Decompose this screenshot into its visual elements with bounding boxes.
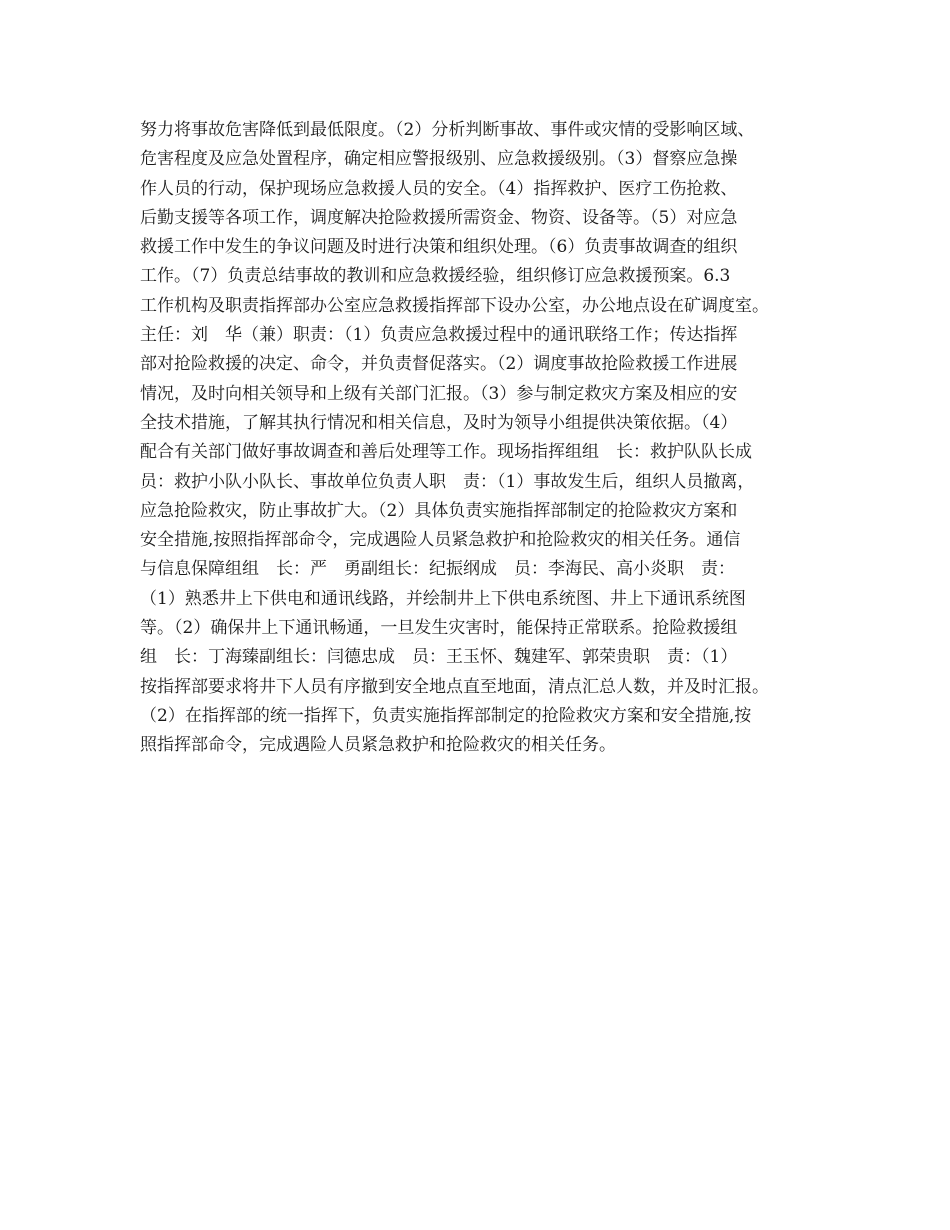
text-line: 全技术措施，了解其执行情况和相关信息，及时为领导小组提供决策依据。（4） <box>140 412 738 433</box>
text-line: （1）熟悉井上下供电和通讯线路，并绘制井上下供电系统图、井上下通讯系统图 <box>140 588 746 609</box>
text-line: 情况，及时向相关领导和上级有关部门汇报。（3）参与制定救灾方案及相应的安 <box>140 383 738 404</box>
text-line: 配合有关部门做好事故调查和善后处理等工作。现场指挥组组 长：救护队队长成 <box>140 442 752 463</box>
text-line: 组 长：丁海臻副组长：闫德忠成 员：王玉怀、魏建军、郭荣贵职 责：（1） <box>140 647 738 668</box>
text-line: 部对抢险救援的决定、命令，并负责督促落实。（2）调度事故抢险救援工作进展 <box>140 354 738 375</box>
text-line: 主任：刘 华（兼）职责：（1）负责应急救援过程中的通讯联络工作；传达指挥 <box>140 325 738 346</box>
text-line: 作人员的行动，保护现场应急救援人员的安全。（4）指挥救护、医疗工伤抢救、 <box>140 178 738 199</box>
text-line: 应急抢险救灾，防止事故扩大。（2）具体负责实施指挥部制定的抢险救灾方案和 <box>140 500 738 521</box>
text-line: 后勤支援等各项工作，调度解决抢险救援所需资金、物资、设备等。（5）对应急 <box>140 207 738 228</box>
text-line: 工作。（7）负责总结事故的教训和应急救援经验，组织修订应急救援预案。6.3 <box>140 266 731 287</box>
text-line: 救援工作中发生的争议问题及时进行决策和组织处理。（6）负责事故调查的组织 <box>140 237 738 258</box>
text-line: 努力将事故危害降低到最低限度。（2）分析判断事故、事件或灾情的受影响区域、 <box>140 120 755 140</box>
body-text <box>140 116 840 761</box>
text-line: 工作机构及职责指挥部办公室应急救援指挥部下设办公室，办公地点设在矿调度室。 <box>140 295 769 316</box>
text-line: 按指挥部要求将井下人员有序撤到安全地点直至地面，清点汇总人数，并及时汇报。 <box>140 676 769 697</box>
text-line: 与信息保障组组 长：严 勇副组长：纪振纲成 员：李海民、高小炎职 责： <box>140 559 735 580</box>
text-line: 等。（2）确保井上下通讯畅通，一旦发生灾害时，能保持正常联系。抢险救援组 <box>140 618 738 639</box>
text-line: 安全措施,按照指挥部命令，完成遇险人员紧急救护和抢险救灾的相关任务。通信 <box>140 530 741 551</box>
text-line: 照指挥部命令，完成遇险人员紧急救护和抢险救灾的相关任务。 <box>140 735 616 756</box>
text-line: 危害程度及应急处置程序，确定相应警报级别、应急救援级别。（3）督察应急操 <box>140 149 738 170</box>
text-line: （2）在指挥部的统一指挥下，负责实施指挥部制定的抢险救灾方案和安全措施,按 <box>140 705 752 726</box>
text-line: 员：救护小队小队长、事故单位负责人职 责：（1）事故发生后，组织人员撤离， <box>140 471 755 492</box>
